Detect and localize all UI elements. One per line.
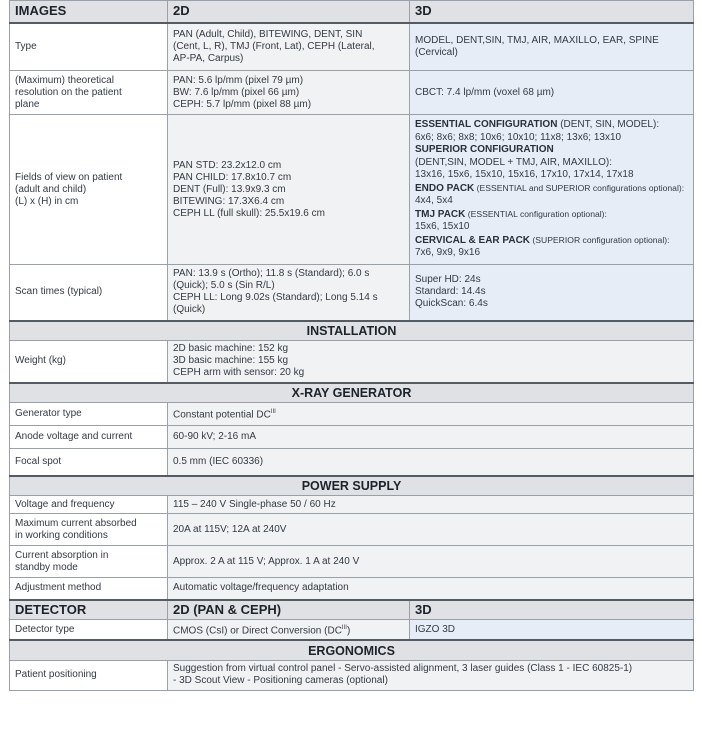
resolution-2d-line: BW: 7.6 lp/mm (pixel 66 µm) (173, 86, 300, 98)
scan-2d-line: (Quick); 5.0 s (Sin R/L) (173, 280, 275, 292)
detector-type-label: Detector type (10, 620, 168, 641)
tmj-pack-title: TMJ PACK (415, 208, 466, 220)
scan-3d-line: Super HD: 24s (415, 274, 481, 286)
power-section-row (10, 476, 694, 496)
standby-label-line: Current absorption in (15, 549, 109, 561)
fov-label-line: (L) x (H) in cm (15, 195, 79, 207)
type-label: Type (10, 23, 168, 71)
fov-3d (410, 115, 694, 265)
fov-row (10, 115, 694, 265)
resolution-label-line: plane (15, 98, 40, 110)
type-row (10, 23, 694, 71)
type-2d (168, 23, 410, 71)
weight-value (168, 341, 694, 383)
detector-type-2d-sup: III (341, 625, 347, 631)
weight-line: 2D basic machine: 152 kg (173, 343, 289, 355)
tmj-pack-sizes: 15x6, 15x10 (415, 221, 470, 233)
voltage-value: 115 – 240 V Single-phase 50 / 60 Hz (168, 496, 694, 514)
standby-row (10, 546, 694, 578)
resolution-3d: CBCT: 7.4 lp/mm (voxel 68 µm) (410, 71, 694, 115)
type-3d-line: (Cervical) (415, 46, 458, 58)
xray-section-row (10, 383, 694, 403)
superior-config-note: (DENT,SIN, MODEL + TMJ, AIR, MAXILLO): (415, 156, 612, 168)
fov-label-line: (adult and child) (15, 183, 87, 195)
ergonomics-section-row (10, 640, 694, 660)
anode-row (10, 426, 694, 449)
type-3d-line: MODEL, DENT,SIN, TMJ, AIR, MAXILLO, EAR, SPINE (415, 34, 659, 46)
generator-type-label: Generator type (10, 403, 168, 426)
adjustment-row (10, 578, 694, 600)
adjustment-value: Automatic voltage/frequency adaptation (168, 578, 694, 600)
cervical-pack-title-line (415, 234, 688, 248)
detector-type-3d: IGZO 3D (410, 620, 694, 641)
fov-2d-line: BITEWING: 17.3X6.4 cm (173, 195, 285, 207)
cervical-pack-sizes: 7x6, 9x9, 9x16 (415, 247, 481, 259)
essential-config-note: (DENT, SIN, MODEL): (557, 119, 660, 131)
focal-spot-label: Focal spot (10, 449, 168, 476)
resolution-2d-line: CEPH: 5.7 lp/mm (pixel 88 µm) (173, 98, 312, 110)
generator-type-row (10, 403, 694, 426)
scan-3d-line: Standard: 14.4s (415, 286, 486, 298)
endo-pack-title-line (415, 182, 688, 196)
scan-2d-line: CEPH LL: Long 9.02s (Standard); Long 5.14 s (173, 292, 378, 304)
fov-label (10, 115, 168, 265)
power-title: POWER SUPPLY (10, 476, 694, 496)
fov-2d-line: DENT (Full): 13.9x9.3 cm (173, 183, 286, 195)
cervical-pack-note: (SUPERIOR configuration optional): (530, 234, 670, 245)
weight-row (10, 341, 694, 383)
type-2d-line: AP-PA, Carpus) (173, 52, 244, 64)
anode-value: 60-90 kV; 2-16 mA (168, 426, 694, 449)
resolution-2d (168, 71, 410, 115)
endo-pack-title: ENDO PACK (415, 182, 475, 194)
resolution-label (10, 71, 168, 115)
max-current-label-line: in working conditions (15, 529, 108, 541)
essential-config-title-line (415, 119, 688, 132)
max-current-label (10, 514, 168, 546)
positioning-label: Patient positioning (10, 660, 168, 690)
positioning-row (10, 660, 694, 690)
tmj-pack-note: (ESSENTIAL configuration optional): (465, 208, 607, 219)
endo-pack-sizes: 4x4, 5x4 (415, 195, 453, 207)
generator-type-sup: III (270, 409, 276, 416)
scan-2d-line: (Quick) (173, 304, 206, 316)
scan-2d-line: PAN: 13.9 s (Ortho); 11.8 s (Standard); 6.0 s (173, 268, 370, 280)
standby-label-line: standby mode (15, 561, 78, 573)
endo-pack-note: (ESSENTIAL and SUPERIOR configurations optional): (474, 182, 685, 193)
installation-section-row (10, 321, 694, 341)
header-3d: 3D (410, 1, 694, 23)
detector-header: DETECTOR (10, 600, 168, 620)
detector-header-row (10, 600, 694, 620)
max-current-label-line: Maximum current absorbed (15, 517, 137, 529)
specs-table-wrapper (9, 0, 693, 691)
fov-2d-line: PAN STD: 23.2x12.0 cm (173, 159, 282, 171)
resolution-2d-line: PAN: 5.6 lp/mm (pixel 79 µm) (173, 74, 304, 86)
positioning-value (168, 660, 694, 690)
detector-2d-header: 2D (PAN & CEPH) (168, 600, 410, 620)
resolution-row (10, 71, 694, 115)
superior-config-title: SUPERIOR CONFIGURATION (415, 144, 554, 156)
type-3d (410, 23, 694, 71)
generator-type-value (168, 403, 694, 426)
anode-label: Anode voltage and current (10, 426, 168, 449)
max-current-row (10, 514, 694, 546)
weight-line: CEPH arm with sensor: 20 kg (173, 367, 305, 379)
images-header-row (10, 1, 694, 23)
xray-title: X-RAY GENERATOR (10, 383, 694, 403)
voltage-label: Voltage and frequency (10, 496, 168, 514)
essential-config-title: ESSENTIAL CONFIGURATION (415, 119, 558, 131)
type-2d-line: (Cent, L, R), TMJ (Front, Lat), CEPH (Lateral, (173, 40, 375, 52)
voltage-row (10, 496, 694, 514)
fov-label-line: Fields of view on patient (15, 171, 123, 183)
ergonomics-title: ERGONOMICS (10, 640, 694, 660)
scan-3d (410, 265, 694, 321)
essential-config-sizes: 6x6; 8x6; 8x8; 10x6; 10x10; 11x8; 13x6; 13x10 (415, 131, 622, 143)
scan-3d-line: QuickScan: 6.4s (415, 298, 488, 310)
detector-type-2d-end: ) (346, 625, 351, 637)
positioning-line: Suggestion from virtual control panel - Servo-assisted alignment, 3 laser guides (Class 1 - IEC 60825-1) (173, 663, 633, 675)
standby-value: Approx. 2 A at 115 V; Approx. 1 A at 240 V (168, 546, 694, 578)
fov-2d-line: PAN CHILD: 17.8x10.7 cm (173, 171, 292, 183)
max-current-value: 20A at 115V; 12A at 240V (168, 514, 694, 546)
standby-label (10, 546, 168, 578)
positioning-line: - 3D Scout View - Positioning cameras (optional) (173, 675, 388, 687)
cervical-pack-title: CERVICAL & EAR PACK (415, 234, 531, 246)
fov-2d-line: CEPH LL (full skull): 25.5x19.6 cm (173, 207, 325, 219)
type-2d-line: PAN (Adult, Child), BITEWING, DENT, SIN (173, 28, 363, 40)
tmj-pack-title-line (415, 208, 688, 222)
weight-line: 3D basic machine: 155 kg (173, 355, 289, 367)
specs-table (9, 0, 694, 691)
focal-spot-value: 0.5 mm (IEC 60336) (168, 449, 694, 476)
generator-type-text: Constant potential DC (173, 409, 271, 421)
header-2d: 2D (168, 1, 410, 23)
fov-2d (168, 115, 410, 265)
installation-title: INSTALLATION (10, 321, 694, 341)
scan-2d (168, 265, 410, 321)
scan-label: Scan times (typical) (10, 265, 168, 321)
detector-type-2d-text: CMOS (CsI) or Direct Conversion (DC (173, 625, 342, 637)
images-header: IMAGES (10, 1, 168, 23)
resolution-label-line: (Maximum) theoretical (15, 74, 114, 86)
scan-row (10, 265, 694, 321)
superior-config-sizes: 13x16, 15x6, 15x10, 15x16, 17x10, 17x14, 17x18 (415, 169, 634, 181)
focal-spot-row (10, 449, 694, 476)
resolution-label-line: resolution on the patient (15, 86, 122, 98)
detector-type-2d (168, 620, 410, 641)
weight-label: Weight (kg) (10, 341, 168, 383)
detector-3d-header: 3D (410, 600, 694, 620)
adjustment-label: Adjustment method (10, 578, 168, 600)
detector-type-row (10, 620, 694, 641)
